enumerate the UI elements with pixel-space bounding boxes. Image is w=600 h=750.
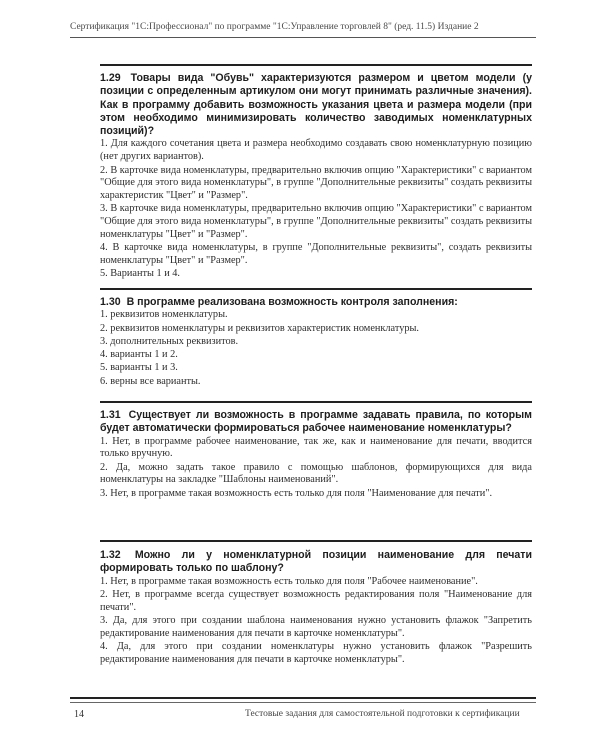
question-title [100,72,532,138]
question-divider [100,288,532,290]
answer-option: 1. реквизитов номенклатуры. [100,309,228,321]
header-divider [70,37,536,38]
question-number: 1.32 [100,549,121,561]
footer-divider-thin [70,702,536,703]
answer-options [100,309,532,388]
answer-option: 4. варианты 1 и 2. [100,349,178,361]
answer-option: 2. Нет, в программе всегда существует возможность редактирования поля "Наименование для печати". [100,588,532,613]
page-number: 14 [74,709,84,720]
running-header: Сертификация "1С:Профессионал" по программе "1С:Управление торговлей 8" (ред. 11.5) Издание 2 [70,22,479,32]
running-footer: Тестовые задания для самостоятельной подготовки к сертификации [245,709,520,719]
footer-divider [70,697,536,699]
answer-option: 3. Нет, в программе такая возможность есть только для поля "Наименование для печати". [100,487,493,499]
answer-option: 1. Для каждого сочетания цвета и размера необходимо создавать свою номенклатурную позицию (нет других вариантов). [100,138,532,163]
question-divider [100,540,532,542]
question-number: 1.31 [100,409,121,421]
question-1-31 [100,409,532,501]
question-title [100,296,532,309]
answer-option: 6. верны все варианты. [100,375,201,387]
answer-option: 1. Нет, в программе такая возможность есть только для поля "Рабочее наименование". [100,575,478,587]
question-title [100,409,532,436]
answer-options [100,138,532,281]
question-text: Можно ли у номенклатурной позиции наименование для печати формировать только по шаблону? [100,549,532,575]
answer-option: 4. В карточке вида номенклатуры, в группе "Дополнительные реквизиты", создать реквизиты номенклатуры "Цвет" и "Размер". [100,242,532,267]
answer-option: 2. реквизитов номенклатуры и реквизитов характеристик номенклатуры. [100,322,419,334]
answer-option: 2. Да, можно задать такое правило с помощью шаблонов, формирующихся для вида номенклатуры на закладке "Шаблоны наименований". [100,461,532,486]
question-1-29 [100,72,532,282]
question-title [100,549,532,576]
question-1-32 [100,549,532,667]
question-divider [100,64,532,66]
question-1-30 [100,296,532,389]
answer-option: 1. Нет, в программе рабочее наименование, так же, как и наименование для печати, вводится только вручную. [100,435,532,460]
question-text: Существует ли возможность в программе задавать правила, по которым будет автоматически формироваться рабочее наименование номенклатуры? [100,409,532,435]
question-text: Товары вида "Обувь" характеризуются размером и цветом модели (у позиции с определенным артикулом они могут принимать различные значения). Как в программу добавить возможность указания цвета и размера модели (при этом необходимо минимизировать количество заводимых номенклатурных позиций)? [100,72,532,138]
answer-option: 3. дополнительных реквизитов. [100,335,239,347]
question-divider [100,401,532,403]
question-number: 1.29 [100,72,121,84]
question-text: В программе реализована возможность контроля заполнения: [126,296,458,308]
answer-options [100,576,532,667]
answer-options [100,436,532,501]
answer-option: 3. В карточке вида номенклатуры, предварительно включив опцию "Характеристики" с вариантом "Общие для этого вида номенклатуры", в группе "Дополнительные реквизиты" создать реквизиты номенклатуры "Цвет" и "Размер". [100,203,532,241]
answer-option: 3. Да, для этого при создании шаблона наименования нужно установить флажок "Запретить редактирование наименования для печати в карточке номенклатуры". [100,614,532,639]
answer-option: 4. Да, для этого при создании номенклатуры нужно установить флажок "Разрешить редактирование наименования для печати в карточке номенклатуры". [100,641,532,665]
answer-option: 2. В карточке вида номенклатуры, предварительно включив опцию "Характеристики" с вариантом "Общие для этого вида номенклатуры", в группе "Дополнительные реквизиты" создать реквизиты характеристик "Цвет" и "Размер". [100,164,532,202]
question-number: 1.30 [100,296,121,308]
answer-option: 5. варианты 1 и 3. [100,362,178,374]
answer-option: 5. Варианты 1 и 4. [100,268,180,280]
